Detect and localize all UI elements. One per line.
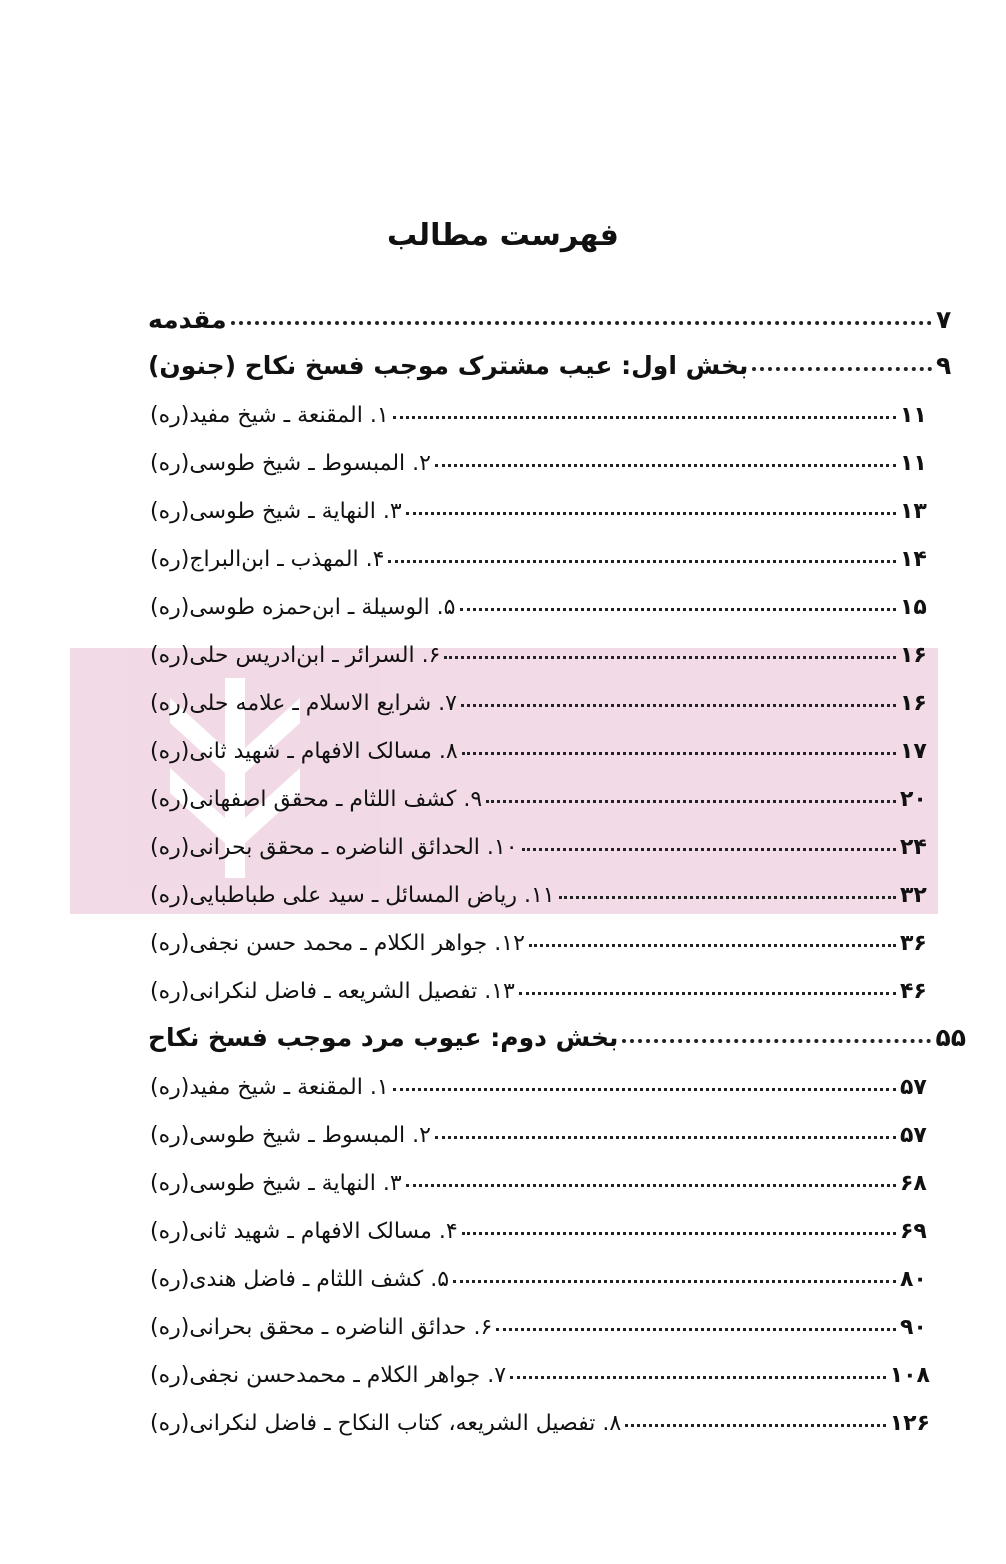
dot-leader — [622, 1039, 931, 1043]
toc-entry-page-number: ۵۷ — [900, 1123, 927, 1148]
toc-entry-label: ۸. تفصیل الشریعه، کتاب النکاح ـ فاضل لنکرانی(ره) — [150, 1411, 622, 1436]
dot-leader — [510, 1376, 886, 1379]
toc-entry — [150, 916, 930, 956]
toc-entry-page-number: ۱۱ — [900, 403, 927, 428]
dot-leader — [453, 1280, 896, 1283]
toc-entry — [150, 580, 930, 620]
toc-entry — [150, 436, 930, 476]
dot-leader — [435, 464, 896, 467]
dot-leader — [393, 1088, 896, 1091]
toc-entry — [150, 1108, 930, 1148]
toc-entry-label: ۲. المبسوط ـ شیخ طوسی(ره) — [150, 451, 431, 476]
dot-leader — [522, 848, 896, 851]
toc-entry — [150, 1252, 930, 1292]
toc-entry — [150, 484, 930, 524]
toc-entry-page-number: ۱۳ — [900, 499, 927, 524]
dot-leader — [529, 944, 896, 947]
toc-entry-page-number: ۷ — [936, 305, 952, 334]
toc-entry — [150, 868, 930, 908]
toc-entry-label: ۹. کشف اللثام ـ محقق اصفهانی(ره) — [150, 787, 483, 812]
toc-entry — [150, 724, 930, 764]
dot-leader — [435, 1136, 896, 1139]
dot-leader — [406, 512, 896, 515]
toc-entry — [150, 532, 930, 572]
toc-entry — [150, 1060, 930, 1100]
toc-entry — [150, 628, 930, 668]
toc-entry-page-number: ۵۷ — [900, 1075, 927, 1100]
dot-leader — [444, 656, 896, 659]
toc-entry-label: ۷. جواهر الکلام ـ محمدحسن نجفی(ره) — [150, 1363, 507, 1388]
dot-leader — [460, 608, 897, 611]
toc-entry-label: ۱. المقنعة ـ شیخ مفید(ره) — [150, 1075, 389, 1100]
dot-leader — [519, 992, 896, 995]
toc-entry-page-number: ۶۸ — [900, 1171, 927, 1196]
toc-entry-page-number: ۵۵ — [935, 1023, 966, 1052]
toc-entry-page-number: ۱۵ — [900, 595, 927, 620]
toc-entry-label: ۳. النهایة ـ شیخ طوسی(ره) — [150, 499, 402, 524]
toc-entry-page-number: ۱۲۶ — [889, 1411, 930, 1436]
toc-entry-label: ۶. حدائق الناضره ـ محقق بحرانی(ره) — [150, 1315, 493, 1340]
toc-entry — [150, 1204, 930, 1244]
dot-leader — [461, 704, 896, 707]
toc-entry-page-number: ۱۶ — [900, 643, 927, 668]
dot-leader — [462, 752, 896, 755]
toc-entry-label: مقدمه — [148, 305, 227, 334]
toc-entry-label: ۱. المقنعة ـ شیخ مفید(ره) — [150, 403, 389, 428]
toc-entry — [150, 1396, 930, 1436]
toc-entry-label: ۱۰. الحدائق الناضره ـ محقق بحرانی(ره) — [150, 835, 518, 860]
toc-entry-page-number: ۲۴ — [900, 835, 927, 860]
dot-leader — [559, 896, 896, 899]
dot-leader — [406, 1184, 896, 1187]
toc-entry-page-number: ۱۰۸ — [889, 1363, 930, 1388]
toc-entry-label: بخش اول: عیب مشترک موجب فسخ نکاح (جنون) — [148, 351, 749, 380]
toc-entry — [150, 1348, 930, 1388]
toc-entry-label: ۱۲. جواهر الکلام ـ محمد حسن نجفی(ره) — [150, 931, 525, 956]
toc-entry-label: ۵. الوسیلة ـ ابن‌حمزه طوسی(ره) — [150, 595, 456, 620]
toc-entry-label: ۷. شرایع الاسلام ـ علامه حلی(ره) — [150, 691, 457, 716]
toc-entry-page-number: ۳۶ — [900, 931, 927, 956]
dot-leader — [388, 560, 896, 563]
toc-entry-label: ۱۱. ریاض المسائل ـ سید علی طباطبایی(ره) — [150, 883, 555, 908]
toc-entry-page-number: ۱۶ — [900, 691, 927, 716]
toc-section-heading — [148, 294, 966, 334]
toc-entry-label: ۸. مسالک الافهام ـ شهید ثانی(ره) — [150, 739, 458, 764]
toc-entry-page-number: ۲۰ — [900, 787, 927, 812]
toc-section-heading — [148, 340, 966, 380]
dot-leader — [625, 1424, 886, 1427]
toc-entry-label: بخش دوم: عیوب مرد موجب فسخ نکاح — [148, 1023, 619, 1052]
toc-entry — [150, 820, 930, 860]
dot-leader — [462, 1232, 896, 1235]
toc-entry — [150, 772, 930, 812]
toc-entry-page-number: ۱۴ — [900, 547, 927, 572]
dot-leader — [752, 367, 932, 371]
toc-entry-page-number: ۴۶ — [900, 979, 927, 1004]
toc-entry-page-number: ۹ — [936, 351, 952, 380]
toc-entry — [150, 388, 930, 428]
toc-entry-page-number: ۱۱ — [900, 451, 927, 476]
toc-section-heading — [148, 1012, 966, 1052]
toc-entry-label: ۴. مسالک الافهام ـ شهید ثانی(ره) — [150, 1219, 458, 1244]
toc-entry-label: ۳. النهایة ـ شیخ طوسی(ره) — [150, 1171, 402, 1196]
toc-entry — [150, 1156, 930, 1196]
toc-entry — [150, 676, 930, 716]
toc-entry-label: ۶. السرائر ـ ابن‌ادریس حلی(ره) — [150, 643, 441, 668]
toc-entry-page-number: ۹۰ — [900, 1315, 927, 1340]
toc-entry-label: ۱۳. تفصیل الشریعه ـ فاضل لنکرانی(ره) — [150, 979, 515, 1004]
toc-entry-page-number: ۱۷ — [900, 739, 927, 764]
toc-entry-label: ۲. المبسوط ـ شیخ طوسی(ره) — [150, 1123, 431, 1148]
dot-leader — [496, 1328, 896, 1331]
toc-entry-label: ۵. کشف اللثام ـ فاضل هندی(ره) — [150, 1267, 450, 1292]
toc-entry — [150, 1300, 930, 1340]
toc-entry — [150, 964, 930, 1004]
dot-leader — [393, 416, 896, 419]
dot-leader — [231, 321, 932, 325]
toc-title: فهرست مطالب — [387, 218, 619, 253]
dot-leader — [486, 800, 896, 803]
toc-entry-page-number: ۸۰ — [900, 1267, 927, 1292]
toc-entry-page-number: ۳۲ — [900, 883, 927, 908]
toc-entry-page-number: ۶۹ — [900, 1219, 927, 1244]
toc-entry-label: ۴. المهذب ـ ابن‌البراج(ره) — [150, 547, 385, 572]
